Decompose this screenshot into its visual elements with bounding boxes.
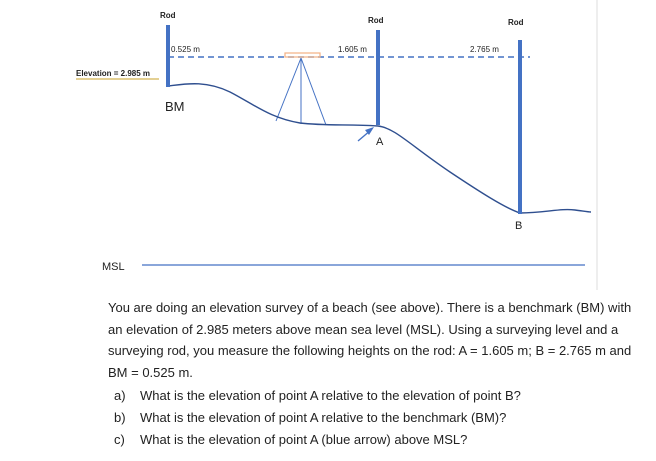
rod-b-label: Rod bbox=[508, 18, 524, 27]
question-list bbox=[108, 385, 648, 451]
level-instrument bbox=[285, 53, 320, 57]
rod-bm-reading: 0.525 m bbox=[171, 45, 200, 54]
rod-bm bbox=[166, 25, 170, 87]
question-letter: a) bbox=[114, 388, 126, 403]
question-c bbox=[108, 429, 648, 451]
rod-b-reading: 2.765 m bbox=[470, 45, 499, 54]
question-letter: b) bbox=[114, 410, 126, 425]
rod-b bbox=[518, 40, 522, 214]
msl-label: MSL bbox=[102, 261, 125, 273]
rod-a-label: Rod bbox=[368, 16, 384, 25]
question-letter: c) bbox=[114, 432, 125, 447]
question-text: What is the elevation of point A relative to the elevation of point B? bbox=[140, 388, 521, 403]
elevation-label: Elevation = 2.985 m bbox=[76, 69, 151, 78]
point-a-arrow bbox=[358, 127, 374, 141]
rod-a bbox=[376, 30, 380, 125]
question-text: What is the elevation of point A (blue arrow) above MSL? bbox=[140, 432, 468, 447]
rod-a-reading: 1.605 m bbox=[338, 45, 367, 54]
problem-text: You are doing an elevation survey of a beach (see above). There is a benchmark (BM) with an elevation of 2.985 meters above mean sea level (MSL). Using a surveying level and a surveying rod, you measure the following heights on the rod: A = 1.605 m; B = 2.765 m and BM = 0.525 m. bbox=[108, 300, 632, 380]
question-a bbox=[108, 385, 648, 407]
tripod bbox=[276, 58, 326, 125]
question-text: What is the elevation of point A relative to the benchmark (BM)? bbox=[140, 410, 507, 425]
bm-label: BM bbox=[165, 99, 185, 114]
problem-statement bbox=[108, 297, 648, 383]
rod-bm-label: Rod bbox=[160, 11, 176, 20]
question-b bbox=[108, 407, 648, 429]
point-a-label: A bbox=[376, 136, 384, 148]
point-b-label: B bbox=[515, 220, 523, 232]
